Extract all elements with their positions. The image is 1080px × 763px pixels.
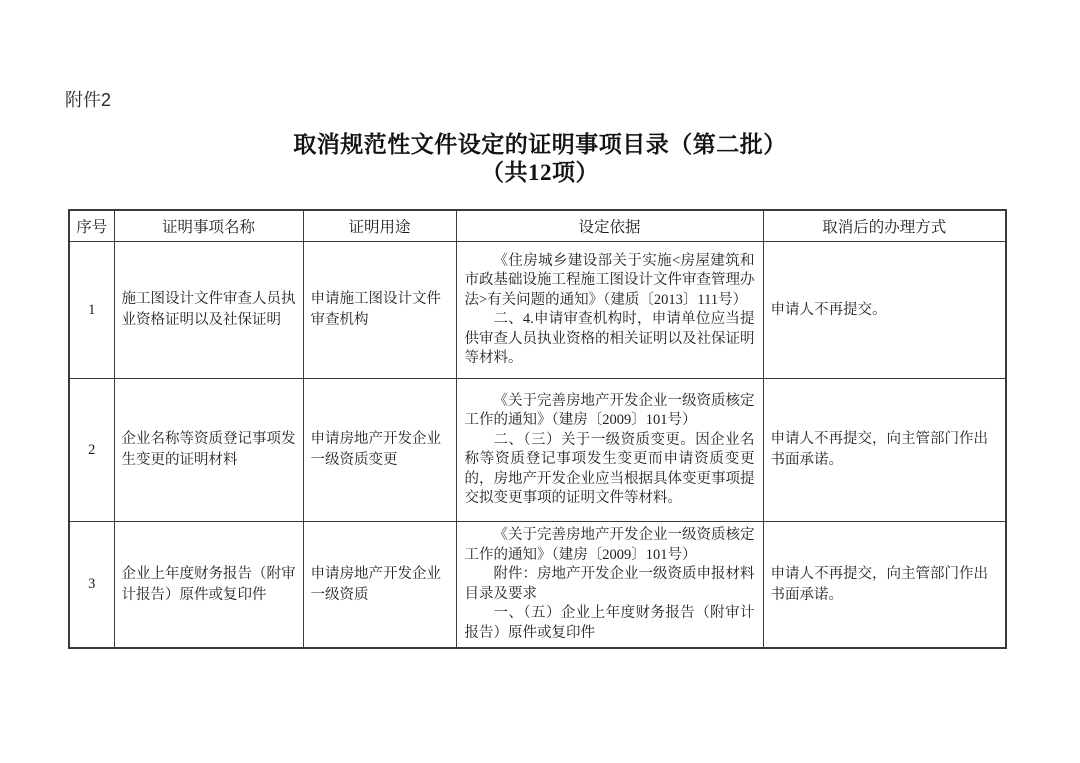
cell-method: 申请人不再提交，向主管部门作出书面承诺。 [763,379,1006,522]
header-item-name: 证明事项名称 [114,210,303,242]
basis-paragraph: 一、（五）企业上年度财务报告（附审计报告）原件或复印件 [464,605,755,641]
cell-purpose: 申请房地产开发企业一级资质变更 [303,379,456,522]
basis-paragraph: 《住房城乡建设部关于实施<房屋建筑和市政基础设施工程施工图设计文件审查管理办法>有关问题的通知》（建质〔2013〕111号） [464,252,755,308]
cell-method: 申请人不再提交。 [763,242,1006,379]
catalog-table [68,209,1007,649]
cell-item-name: 企业上年度财务报告（附审计报告）原件或复印件 [114,522,303,649]
cell-method: 申请人不再提交，向主管部门作出书面承诺。 [763,522,1006,649]
table-header-row [69,210,1006,242]
cell-basis [456,522,763,649]
basis-paragraph: 附件：房地产开发企业一级资质申报材料目录及要求 [464,566,755,602]
document-title [0,131,1080,187]
basis-paragraph: 二、4.申请审查机构时，申请单位应当提供审查人员执业资格的相关证明以及社保证明等材料。 [464,311,755,366]
header-seq-no: 序号 [69,210,114,242]
attachment-label: 附件2 [65,90,112,110]
header-basis: 设定依据 [456,210,763,242]
table-row [69,242,1006,379]
cell-purpose: 申请施工图设计文件审查机构 [303,242,456,379]
basis-paragraph: 《关于完善房地产开发企业一级资质核定工作的通知》（建房〔2009〕101号） [464,527,755,563]
header-purpose: 证明用途 [303,210,456,242]
cell-basis [456,242,763,379]
table-row [69,522,1006,649]
basis-paragraph: 二、（三）关于一级资质变更。因企业名称等资质登记事项发生变更而申请资质变更的，房地产开发企业应当根据具体变更事项提交拟变更事项的证明文件等材料。 [464,431,755,506]
title-line-1: 取消规范性文件设定的证明事项目录（第二批） [293,132,787,157]
header-method: 取消后的办理方式 [763,210,1006,242]
basis-paragraph: 《关于完善房地产开发企业一级资质核定工作的通知》（建房〔2009〕101号） [464,392,755,428]
title-line-2: （共12项） [481,160,599,185]
cell-basis [456,379,763,522]
cell-item-name: 企业名称等资质登记事项发生变更的证明材料 [114,379,303,522]
cell-seq-no: 1 [69,242,114,379]
cell-seq-no: 2 [69,379,114,522]
cell-item-name: 施工图设计文件审查人员执业资格证明以及社保证明 [114,242,303,379]
cell-seq-no: 3 [69,522,114,649]
table-row [69,379,1006,522]
cell-purpose: 申请房地产开发企业一级资质 [303,522,456,649]
